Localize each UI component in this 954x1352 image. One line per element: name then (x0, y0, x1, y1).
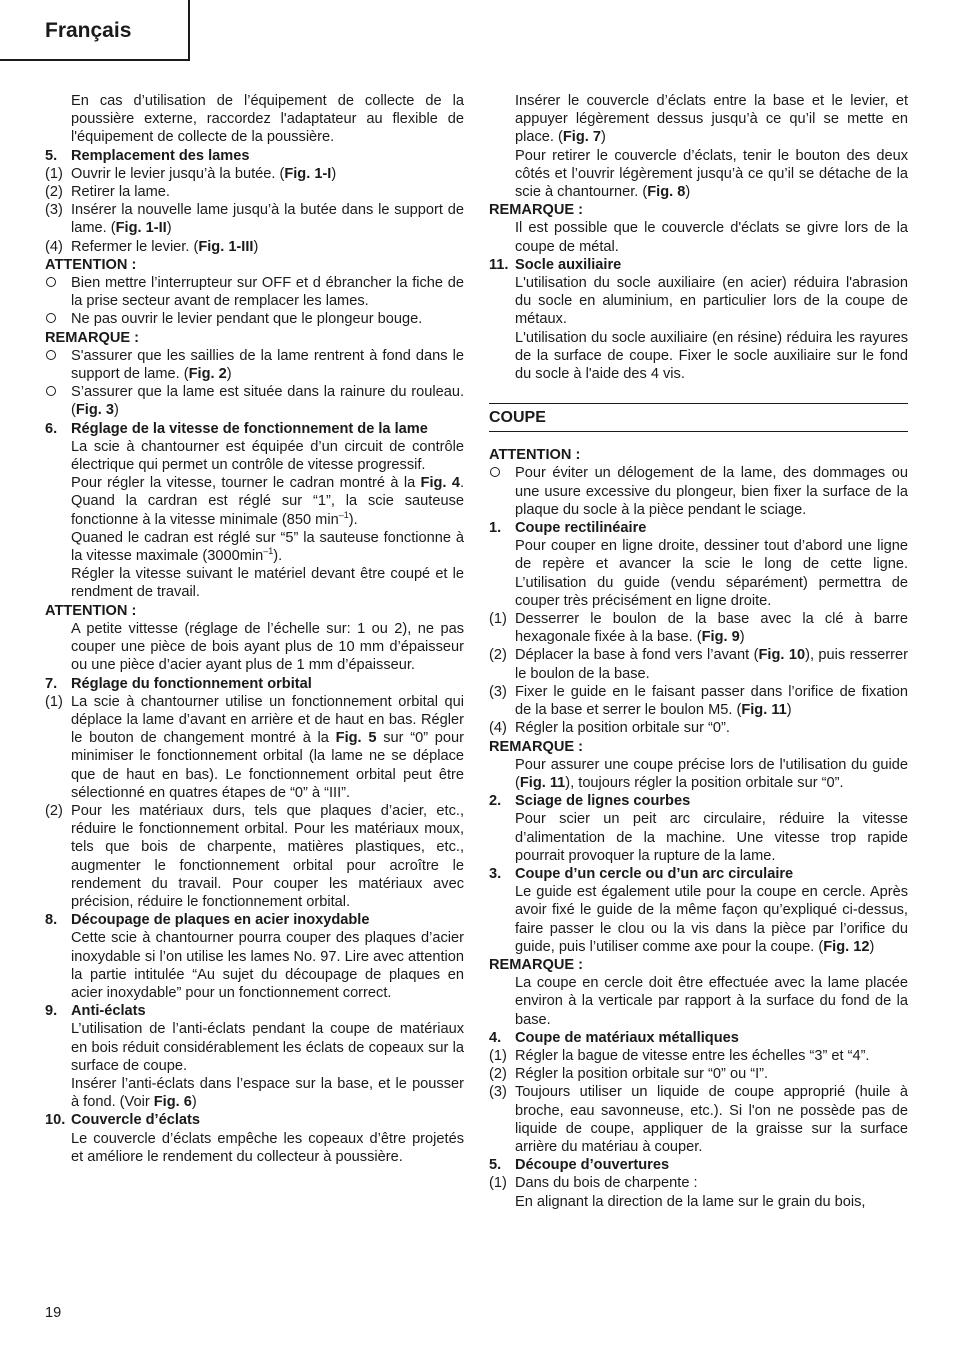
remarque-label: REMARQUE : (45, 329, 140, 346)
section-heading: 2. Sciage de lignes courbes (489, 793, 691, 810)
paragraph: En alignant la direction de la lame sur le grain du bois, (515, 1193, 866, 1210)
bullet-circle-icon (490, 467, 500, 477)
section-heading: 9. Anti-éclats (45, 1003, 146, 1020)
list-item: (2) Retirer la lame. (45, 184, 170, 201)
list-item: (1) Ouvrir le levier jusqu’à la butée. (Fig. 1-I) (45, 165, 337, 182)
list-item: (1) Desserrer le boulon de la base avec la clé à barre hexagonale fixée à la base. (Fig. 9) (489, 611, 908, 646)
paragraph: Insérer le couvercle d’éclats entre la base et le levier, et appuyer légèrement dessus jusqu’à ce qu’il se mette en place. (Fig. 7) (515, 93, 908, 146)
remarque-label: REMARQUE : (489, 956, 584, 973)
list-item: (1) Régler la bague de vitesse entre les échelles “3” et “4”. (489, 1047, 870, 1064)
section-heading: 8. Découpage de plaques en acier inoxydable (45, 912, 370, 929)
right-column (489, 92, 908, 1211)
bullet-circle-icon (46, 313, 56, 323)
bullet-circle-icon (46, 350, 56, 360)
remarque-label: REMARQUE : (489, 202, 584, 219)
bullet-item: Bien mettre l’interrupteur sur OFF et d ébrancher la fiche de la prise secteur avant de remplacer les lames. (45, 274, 464, 310)
paragraph: La coupe en cercle doit être effectuée avec la lame placée environ à la verticale par rapport à la surface du fond de la base. (515, 975, 908, 1028)
attention-label: ATTENTION : (45, 256, 137, 273)
paragraph: Pour couper en ligne droite, dessiner tout d’abord une ligne de repère et avancer la scie le long de cette ligne. L’utilisation du guide (vendu séparément) permettra de couper très précisément en ligne droite. (515, 538, 908, 609)
paragraph: Pour scier un peit arc circulaire, réduire la vitesse d’alimentation de la machine. Une vitesse trop rapide pourrait provoquer la rupture de la lame. (515, 811, 908, 864)
paragraph: Pour régler la vitesse, tourner le cadran montré à la Fig. 4. Quand la cardran est réglé sur “1”, la scie sauteuse fonctionne à la vitesse minimale (850 $\min^{-1}$). (71, 475, 464, 528)
list-item: (4) Régler la position orbitale sur “0”. (489, 720, 730, 737)
language-tab (0, 0, 190, 61)
section-heading: 4. Coupe de matériaux métalliques (489, 1029, 739, 1046)
paragraph: Insérer l’anti-éclats dans l’espace sur la base, et le pousser à fond. (Voir Fig. 6) (71, 1075, 464, 1111)
bullet-item: Ne pas ouvrir le levier pendant que le plongeur bouge. (45, 310, 464, 328)
paragraph: Pour retirer le couvercle d’éclats, tenir le bouton des deux côtés et l’ouvrir légèrement jusqu’à ce qu’il se détache de la scie à chantourner. (Fig. 8) (515, 147, 908, 201)
list-item: (4) Refermer le levier. (Fig. 1-III) (45, 238, 259, 255)
list-item: (2) Pour les matériaux durs, tels que plaques d’acier, etc., réduire le fonctionnement orbital. Pour les matériaux moux, tels que bois de charpente, matières plastiques, etc., augmenter le fonctionnement orbital pour acroître le rendement du travail. Pour couper les matériaux avec précision, réduire le fonctionnement orbital. (45, 802, 464, 910)
bullet-circle-icon (46, 277, 56, 287)
paragraph: Le couvercle d’éclats empêche les copeaux d’être projetés et améliore le rendement du collecteur à poussière. (71, 1130, 464, 1165)
list-item: (2) Déplacer la base à fond vers l’avant (Fig. 10), puis resserrer le boulon de la base. (489, 647, 908, 682)
bullet-item: S'assurer que les saillies de la lame rentrent à fond dans le support de lame. (Fig. 2) (45, 347, 464, 383)
paragraph: L'utilisation du socle auxiliaire (en résine) réduira les rayures de la surface de coupe. Fixer le socle auxiliaire sur le fond du socle à l'aide des 4 vis. (515, 329, 908, 383)
section-heading: 1. Coupe rectilinéaire (489, 520, 647, 537)
section-heading: 6. Réglage de la vitesse de fonctionnement de la lame (45, 420, 428, 437)
list-item: (1) La scie à chantourner utilise un fonctionnement orbital qui déplace la lame d’avant en arrière et de haut en bas. Régler le bouton de changement montré à la Fig. 5 sur “0” pour minimiser le fonctionnement orbital (la lame ne se déplace que de haut en bas). Le fonctionnement orbital peut être sélectionné en quatres étapes de “0” à “III”. (45, 693, 465, 801)
paragraph: Quaned le cadran est réglé sur “5” la sauteuse fonctionne à la vitesse maximale $(3000\min^{-1})$. (71, 529, 464, 565)
list-item: (3) Fixer le guide en le faisant passer dans l’orifice de fixation de la base et serrer le boulon M5. (Fig. 11) (489, 683, 908, 719)
paragraph: Régler la vitesse suivant le matériel devant être coupé et le rendment de travail. (71, 566, 464, 601)
language-label: Français (45, 19, 132, 42)
section-heading: 10. Couvercle d’éclats (45, 1112, 200, 1129)
section-heading: 5. Découpe d’ouvertures (489, 1157, 670, 1174)
bullet-circle-icon (46, 386, 56, 396)
left-column (45, 92, 464, 1166)
paragraph: Le guide est également utile pour la coupe en cercle. Après avoir fixé le guide de la même façon qu’expliqué ci-dessus, faire passer le clou ou la vis dans la pièce par l’orifice du guide, puis l’utiliser comme axe pour la coupe. (Fig. 12) (515, 884, 908, 955)
paragraph: L'utilisation du socle auxiliaire (en acier) réduira l'abrasion du socle en aluminium, en particulier lors de la coupe de métaux. (515, 275, 908, 328)
paragraph: Pour assurer une coupe précise lors de l'utilisation du guide (Fig. 11), toujours régler la position orbitale sur “0”. (515, 756, 908, 791)
section-heading: 3. Coupe d’un cercle ou d’un arc circulaire (489, 865, 794, 882)
remarque-label: REMARQUE : (489, 738, 584, 755)
bullet-item: Pour éviter un délogement de la lame, des dommages ou une usure excessive du plongeur, bien fixer la surface de la plaque du socle à la pièce pendant le sciage. (489, 464, 908, 519)
section-heading: 11. Socle auxiliaire (489, 256, 622, 273)
paragraph: L’utilisation de l’anti-éclats pendant la coupe de matériaux en bois réduit considérablement les éclats de copeaux sur la surface de coupe. (71, 1021, 464, 1074)
paragraph: A petite vittesse (réglage de l’échelle sur: 1 ou 2), ne pas couper une pièce de bois ayant plus de 10 mm d’épaisseur ou une pièce d’acier ayant plus de 1 mm d’épaisseur. (71, 620, 464, 674)
paragraph: En cas d’utilisation de l’équipement de collecte de la poussière externe, raccordez l'adaptateur au flexible de l'équipement de collecte de la poussière. (71, 93, 464, 146)
paragraph: Cette scie à chantourner pourra couper des plaques d’acier inoxydable si l’on utilise les lames No. 97. Lire avec attention la partie intitulée “Au sujet du découpage de plaques en acier inoxydable” pour un fonctionnement correct. (71, 930, 464, 1001)
section-title-coupe: COUPE (489, 403, 908, 432)
paragraph: La scie à chantourner est équipée d’un circuit de contrôle électrique qui permet un contrôle de vitesse progressif. (71, 438, 464, 474)
page-number: 19 (45, 1305, 62, 1321)
attention-label: ATTENTION : (489, 447, 581, 464)
section-heading: 5. Remplacement des lames (45, 147, 250, 164)
list-item: (1) Dans du bois de charpente : (489, 1175, 698, 1192)
list-item: (2) Régler la position orbitale sur “0” ou “I”. (489, 1066, 769, 1083)
bullet-item: S’assurer que la lame est située dans la rainure du rouleau. (Fig. 3) (45, 383, 464, 419)
list-item: (3) Toujours utiliser un liquide de coupe approprié (huile à broche, eau savonneuse, etc.). Si l'on ne possède pas de liquide de coupe, appliquer de la graisse sur la surface arrière du matériau à couper. (489, 1084, 908, 1155)
section-heading: 7. Réglage du fonctionnement orbital (45, 675, 312, 692)
list-item: (3) Insérer la nouvelle lame jusqu’à la butée dans le support de lame. (Fig. 1-II) (45, 202, 464, 237)
attention-label: ATTENTION : (45, 602, 137, 619)
paragraph: Il est possible que le couvercle d'éclats se givre lors de la coupe de métal. (515, 220, 908, 255)
